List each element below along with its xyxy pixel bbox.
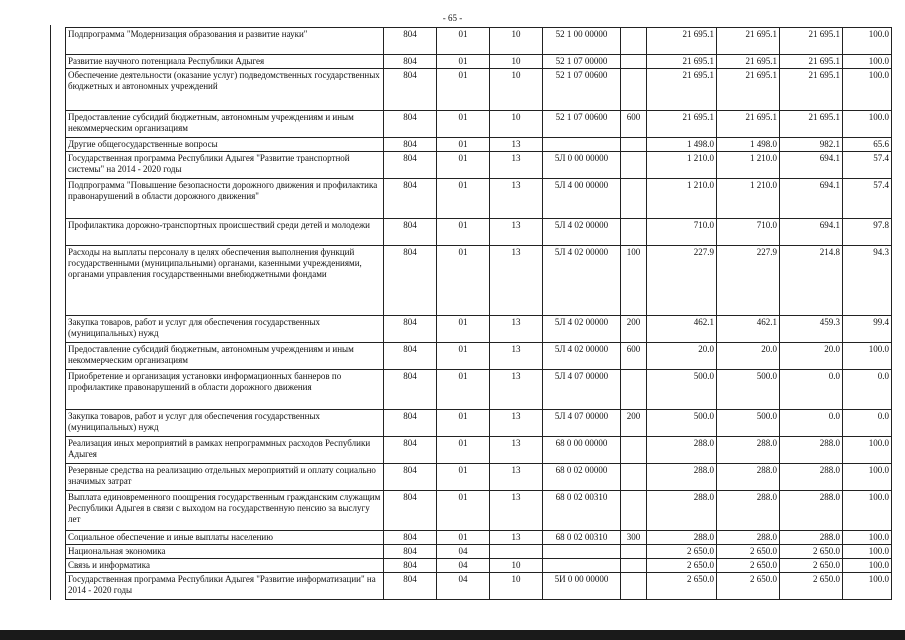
table-row: [66, 545, 892, 559]
cell-v1: 21 695.1: [647, 69, 717, 111]
cell-vr: [621, 545, 647, 559]
table-row: [66, 69, 892, 111]
cell-pr: 10: [490, 55, 543, 69]
cell-v1: 288.0: [647, 437, 717, 464]
cell-ved: 804: [384, 437, 437, 464]
cell-name: Предоставление субсидий бюджетным, автономным учреждениям и иным некоммерческим организациям: [66, 111, 384, 138]
cell-pct: 65.6: [843, 138, 892, 152]
cell-ved: 804: [384, 545, 437, 559]
cell-csr: 5Л 4 00 00000: [543, 179, 621, 219]
cell-v1: 227.9: [647, 246, 717, 316]
cell-v3: 288.0: [780, 464, 843, 491]
cell-v1: 500.0: [647, 410, 717, 437]
cell-rz: 04: [437, 573, 490, 600]
cell-pr: 10: [490, 69, 543, 111]
table-body: [66, 28, 892, 600]
cell-v2: 500.0: [717, 410, 780, 437]
cell-v1: 2 650.0: [647, 573, 717, 600]
cell-v3: 2 650.0: [780, 559, 843, 573]
cell-rz: 01: [437, 246, 490, 316]
cell-pr: 13: [490, 491, 543, 531]
cell-ved: 804: [384, 316, 437, 343]
cell-v2: 500.0: [717, 370, 780, 410]
cell-rz: 01: [437, 437, 490, 464]
table-row: [66, 343, 892, 370]
cell-ved: 804: [384, 491, 437, 531]
cell-v2: 1 210.0: [717, 152, 780, 179]
cell-name: Другие общегосударственные вопросы: [66, 138, 384, 152]
cell-name: Предоставление субсидий бюджетным, автономным учреждениям и иным некоммерческим организациям: [66, 343, 384, 370]
cell-pr: 13: [490, 219, 543, 246]
cell-csr: 68 0 02 00310: [543, 491, 621, 531]
cell-rz: 01: [437, 111, 490, 138]
cell-v3: 288.0: [780, 531, 843, 545]
cell-vr: 300: [621, 531, 647, 545]
cell-vr: [621, 559, 647, 573]
cell-pct: 57.4: [843, 152, 892, 179]
cell-v3: 21 695.1: [780, 28, 843, 55]
cell-v2: 288.0: [717, 491, 780, 531]
cell-pct: 0.0: [843, 370, 892, 410]
cell-rz: 01: [437, 219, 490, 246]
cell-rz: 01: [437, 343, 490, 370]
cell-v3: 288.0: [780, 491, 843, 531]
cell-pct: 100.0: [843, 343, 892, 370]
table-row: [66, 531, 892, 545]
cell-v1: 21 695.1: [647, 111, 717, 138]
cell-pr: 13: [490, 410, 543, 437]
cell-v2: 20.0: [717, 343, 780, 370]
cell-v3: 694.1: [780, 152, 843, 179]
table-row: [66, 246, 892, 316]
cell-csr: 5Л 4 02 00000: [543, 343, 621, 370]
table-row: [66, 138, 892, 152]
cell-v2: 1 498.0: [717, 138, 780, 152]
cell-v1: 21 695.1: [647, 28, 717, 55]
cell-ved: 804: [384, 531, 437, 545]
cell-pct: 100.0: [843, 69, 892, 111]
table-row: [66, 152, 892, 179]
cell-rz: 01: [437, 491, 490, 531]
budget-table: [65, 27, 892, 600]
cell-pct: 100.0: [843, 464, 892, 491]
cell-v1: 288.0: [647, 491, 717, 531]
cell-pr: 10: [490, 111, 543, 138]
cell-rz: 04: [437, 559, 490, 573]
table-row: [66, 491, 892, 531]
cell-v3: 459.3: [780, 316, 843, 343]
cell-name: Приобретение и организация установки информационных баннеров по профилактике правонарушений в области дорожного движения: [66, 370, 384, 410]
cell-pr: 13: [490, 531, 543, 545]
cell-v2: 288.0: [717, 531, 780, 545]
cell-csr: 5Л 4 02 00000: [543, 246, 621, 316]
cell-pct: 100.0: [843, 545, 892, 559]
table-row: [66, 111, 892, 138]
cell-rz: 01: [437, 138, 490, 152]
table-row: [66, 316, 892, 343]
table-row: [66, 28, 892, 55]
cell-pct: 100.0: [843, 559, 892, 573]
cell-rz: 01: [437, 152, 490, 179]
cell-ved: 804: [384, 28, 437, 55]
cell-v1: 288.0: [647, 464, 717, 491]
cell-csr: 52 1 07 00600: [543, 69, 621, 111]
cell-v3: 21 695.1: [780, 111, 843, 138]
cell-name: Связь и информатика: [66, 559, 384, 573]
cell-v1: 462.1: [647, 316, 717, 343]
cell-v1: 2 650.0: [647, 545, 717, 559]
cell-csr: [543, 545, 621, 559]
cell-pr: 13: [490, 138, 543, 152]
cell-vr: [621, 437, 647, 464]
cell-csr: 52 1 07 00000: [543, 55, 621, 69]
cell-ved: 804: [384, 573, 437, 600]
cell-ved: 804: [384, 152, 437, 179]
cell-csr: [543, 559, 621, 573]
cell-v3: 0.0: [780, 410, 843, 437]
cell-vr: 200: [621, 316, 647, 343]
cell-name: Закупка товаров, работ и услуг для обеспечения государственных (муниципальных) нужд: [66, 316, 384, 343]
cell-v1: 710.0: [647, 219, 717, 246]
cell-pr: [490, 545, 543, 559]
cell-v2: 710.0: [717, 219, 780, 246]
cell-vr: [621, 370, 647, 410]
cell-name: Подпрограмма "Повышение безопасности дорожного движения и профилактика правонарушений в области дорожного движения": [66, 179, 384, 219]
table-row: [66, 55, 892, 69]
table-row: [66, 410, 892, 437]
cell-vr: [621, 138, 647, 152]
page-number: - 65 -: [442, 13, 463, 23]
cell-ved: 804: [384, 55, 437, 69]
cell-pr: 13: [490, 464, 543, 491]
cell-v3: 982.1: [780, 138, 843, 152]
cell-pct: 100.0: [843, 491, 892, 531]
cell-rz: 04: [437, 545, 490, 559]
cell-v3: 21 695.1: [780, 55, 843, 69]
cell-name: Выплата единовременного поощрения государственным гражданским служащим Республики Адыгея в связи с выходом на государственную пенсию за выслугу лет: [66, 491, 384, 531]
cell-rz: 01: [437, 316, 490, 343]
cell-vr: [621, 179, 647, 219]
cell-pr: 13: [490, 179, 543, 219]
cell-name: Обеспечение деятельности (оказание услуг) подведомственных государственных бюджетных и автономных учреждений: [66, 69, 384, 111]
cell-csr: 5Л 0 00 00000: [543, 152, 621, 179]
cell-pct: 0.0: [843, 410, 892, 437]
cell-name: Социальное обеспечение и иные выплаты населению: [66, 531, 384, 545]
cell-v2: 227.9: [717, 246, 780, 316]
cell-pr: 13: [490, 370, 543, 410]
table-row: [66, 219, 892, 246]
cell-csr: 5И 0 00 00000: [543, 573, 621, 600]
cell-rz: 01: [437, 531, 490, 545]
cell-v3: 288.0: [780, 437, 843, 464]
cell-csr: [543, 138, 621, 152]
cell-name: Профилактика дорожно-транспортных происшествий среди детей и молодежи: [66, 219, 384, 246]
cell-v2: 21 695.1: [717, 55, 780, 69]
cell-pct: 100.0: [843, 573, 892, 600]
cell-pct: 100.0: [843, 531, 892, 545]
cell-ved: 804: [384, 219, 437, 246]
cell-v3: 20.0: [780, 343, 843, 370]
cell-pr: 10: [490, 559, 543, 573]
cell-csr: 52 1 07 00600: [543, 111, 621, 138]
cell-name: Подпрограмма "Модернизация образования и развитие науки": [66, 28, 384, 55]
cell-vr: 200: [621, 410, 647, 437]
table-row: [66, 437, 892, 464]
cell-rz: 01: [437, 179, 490, 219]
cell-csr: 5Л 4 07 00000: [543, 370, 621, 410]
cell-v1: 20.0: [647, 343, 717, 370]
cell-pct: 100.0: [843, 55, 892, 69]
cell-v3: 2 650.0: [780, 545, 843, 559]
cell-ved: 804: [384, 138, 437, 152]
cell-v2: 462.1: [717, 316, 780, 343]
cell-ved: 804: [384, 410, 437, 437]
cell-v2: 288.0: [717, 464, 780, 491]
cell-name: Национальная экономика: [66, 545, 384, 559]
table-row: [66, 559, 892, 573]
cell-v2: 21 695.1: [717, 111, 780, 138]
cell-v3: 0.0: [780, 370, 843, 410]
cell-ved: 804: [384, 370, 437, 410]
cell-csr: 5Л 4 02 00000: [543, 219, 621, 246]
cell-vr: [621, 28, 647, 55]
cell-csr: 5Л 4 02 00000: [543, 316, 621, 343]
cell-csr: 68 0 02 00310: [543, 531, 621, 545]
cell-vr: [621, 152, 647, 179]
cell-ved: 804: [384, 69, 437, 111]
cell-v1: 288.0: [647, 531, 717, 545]
cell-csr: 52 1 00 00000: [543, 28, 621, 55]
cell-vr: 600: [621, 111, 647, 138]
cell-pr: 13: [490, 437, 543, 464]
cell-pr: 13: [490, 343, 543, 370]
cell-v2: 21 695.1: [717, 28, 780, 55]
cell-v2: 1 210.0: [717, 179, 780, 219]
cell-v2: 21 695.1: [717, 69, 780, 111]
cell-v1: 1 498.0: [647, 138, 717, 152]
cell-rz: 01: [437, 370, 490, 410]
cell-v2: 2 650.0: [717, 573, 780, 600]
table-row: [66, 179, 892, 219]
cell-ved: 804: [384, 111, 437, 138]
cell-name: Закупка товаров, работ и услуг для обеспечения государственных (муниципальных) нужд: [66, 410, 384, 437]
cell-rz: 01: [437, 69, 490, 111]
table-row: [66, 464, 892, 491]
cell-ved: 804: [384, 179, 437, 219]
cell-name: Государственная программа Республики Адыгея "Развитие информатизации" на 2014 - 2020 годы: [66, 573, 384, 600]
cell-rz: 01: [437, 55, 490, 69]
cell-name: Расходы на выплаты персоналу в целях обеспечения выполнения функций государственными (муниципальными) органами, казенными учреждениями, органами управления государственными внебюджетными фондами: [66, 246, 384, 316]
cell-name: Реализация иных мероприятий в рамках непрограммных расходов Республики Адыгея: [66, 437, 384, 464]
cell-vr: [621, 55, 647, 69]
cell-v1: 21 695.1: [647, 55, 717, 69]
cell-v3: 694.1: [780, 179, 843, 219]
cell-pct: 100.0: [843, 28, 892, 55]
cell-pct: 94.3: [843, 246, 892, 316]
cell-vr: [621, 69, 647, 111]
cell-pct: 100.0: [843, 111, 892, 138]
cell-rz: 01: [437, 464, 490, 491]
cell-pct: 57.4: [843, 179, 892, 219]
cell-csr: 5Л 4 07 00000: [543, 410, 621, 437]
cell-csr: 68 0 00 00000: [543, 437, 621, 464]
cell-vr: [621, 573, 647, 600]
cell-pr: 13: [490, 152, 543, 179]
cell-v2: 2 650.0: [717, 559, 780, 573]
table-row: [66, 370, 892, 410]
cell-ved: 804: [384, 343, 437, 370]
cell-v3: 214.8: [780, 246, 843, 316]
cell-name: Государственная программа Республики Адыгея "Развитие транспортной системы" на 2014 - 2020 годы: [66, 152, 384, 179]
cell-vr: [621, 464, 647, 491]
cell-vr: [621, 219, 647, 246]
cell-v1: 1 210.0: [647, 179, 717, 219]
cell-csr: 68 0 02 00000: [543, 464, 621, 491]
cell-v1: 1 210.0: [647, 152, 717, 179]
cell-v1: 2 650.0: [647, 559, 717, 573]
cell-ved: 804: [384, 559, 437, 573]
cell-rz: 01: [437, 28, 490, 55]
cell-pr: 13: [490, 246, 543, 316]
cell-vr: 600: [621, 343, 647, 370]
cell-v2: 288.0: [717, 437, 780, 464]
cell-v1: 500.0: [647, 370, 717, 410]
cell-ved: 804: [384, 246, 437, 316]
cell-pr: 10: [490, 573, 543, 600]
cell-name: Развитие научного потенциала Республики Адыгея: [66, 55, 384, 69]
cell-vr: [621, 491, 647, 531]
table-row: [66, 573, 892, 600]
cell-v3: 2 650.0: [780, 573, 843, 600]
cell-pct: 97.8: [843, 219, 892, 246]
cell-v3: 21 695.1: [780, 69, 843, 111]
cell-pct: 99.4: [843, 316, 892, 343]
cell-rz: 01: [437, 410, 490, 437]
cell-v3: 694.1: [780, 219, 843, 246]
cell-name: Резервные средства на реализацию отдельных мероприятий и оплату социально значимых затрат: [66, 464, 384, 491]
cell-pct: 100.0: [843, 437, 892, 464]
cell-pr: 13: [490, 316, 543, 343]
cell-v2: 2 650.0: [717, 545, 780, 559]
cell-ved: 804: [384, 464, 437, 491]
scan-bottom-edge: [0, 630, 905, 640]
cell-vr: 100: [621, 246, 647, 316]
cell-pr: 10: [490, 28, 543, 55]
margin-line: [50, 25, 51, 600]
